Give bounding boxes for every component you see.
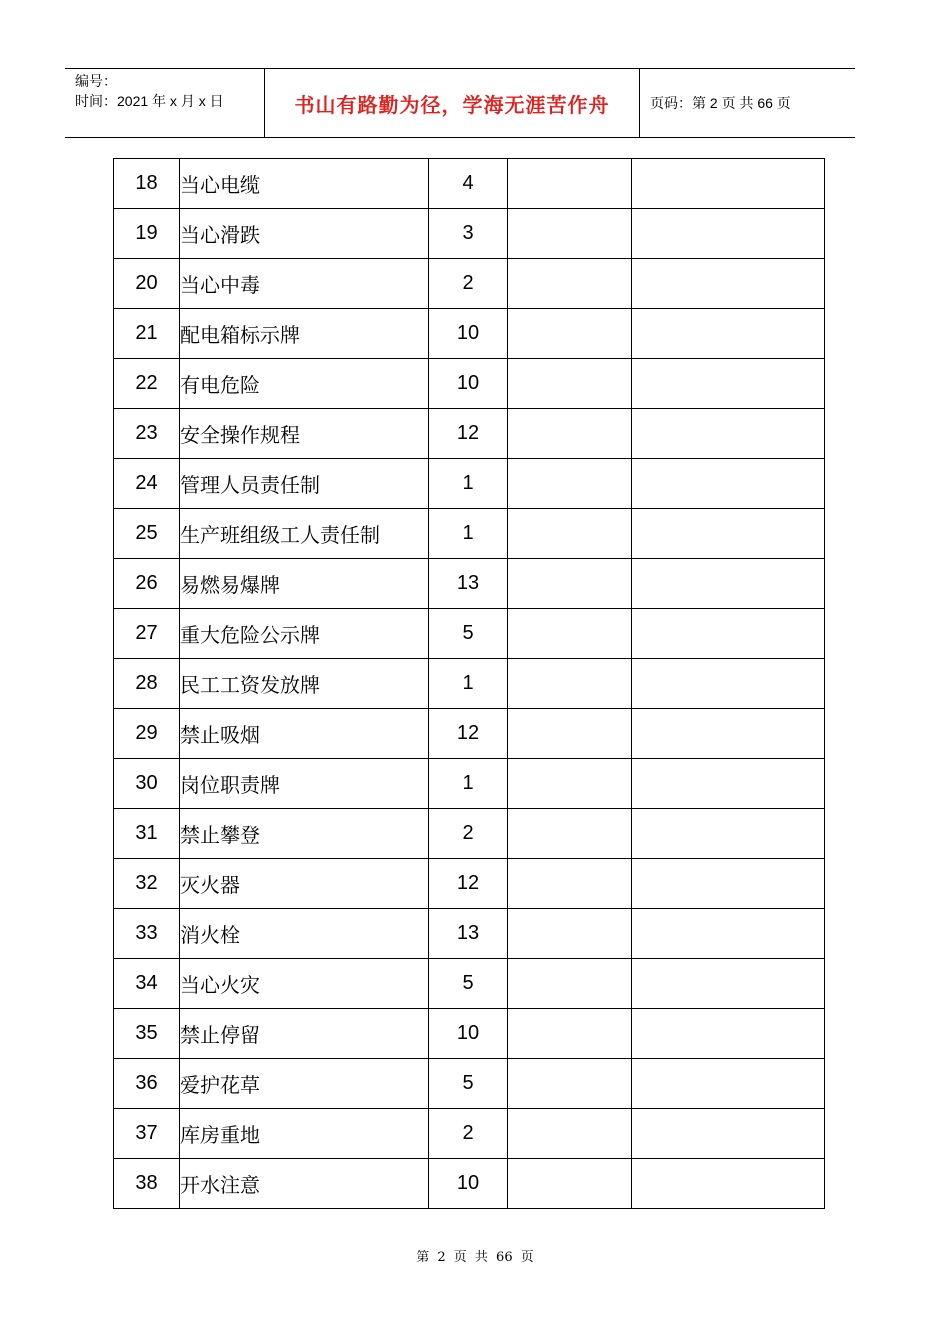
empty-cell	[508, 1059, 632, 1109]
row-number: 38	[114, 1159, 180, 1209]
empty-cell	[508, 309, 632, 359]
table-row	[114, 609, 825, 659]
empty-cell	[632, 1159, 825, 1209]
row-number: 23	[114, 409, 180, 459]
empty-cell	[508, 759, 632, 809]
empty-cell	[632, 309, 825, 359]
row-number: 27	[114, 609, 180, 659]
empty-cell	[632, 359, 825, 409]
empty-cell	[508, 809, 632, 859]
empty-cell	[632, 709, 825, 759]
item-name: 民工工资发放牌	[180, 659, 429, 709]
item-name: 生产班组级工人责任制	[180, 509, 429, 559]
item-name: 配电箱标示牌	[180, 309, 429, 359]
empty-cell	[508, 709, 632, 759]
row-number: 24	[114, 459, 180, 509]
table-row	[114, 1159, 825, 1209]
item-name: 灭火器	[180, 859, 429, 909]
empty-cell	[632, 509, 825, 559]
empty-cell	[508, 359, 632, 409]
empty-cell	[508, 259, 632, 309]
empty-cell	[508, 1109, 632, 1159]
item-quantity: 13	[429, 559, 508, 609]
item-quantity: 1	[429, 509, 508, 559]
empty-cell	[508, 559, 632, 609]
item-name: 有电危险	[180, 359, 429, 409]
item-name: 岗位职责牌	[180, 759, 429, 809]
header-meta	[65, 69, 265, 137]
row-number: 34	[114, 959, 180, 1009]
row-number: 30	[114, 759, 180, 809]
page-footer: 第 2 页 共 66 页	[416, 1250, 534, 1265]
number-label: 编号：	[75, 73, 117, 89]
empty-cell	[508, 1009, 632, 1059]
table-row	[114, 259, 825, 309]
item-name: 爱护花草	[180, 1059, 429, 1109]
item-name: 禁止吸烟	[180, 709, 429, 759]
signage-table	[113, 158, 825, 1209]
empty-cell	[508, 909, 632, 959]
item-quantity: 10	[429, 309, 508, 359]
row-number: 33	[114, 909, 180, 959]
item-name: 库房重地	[180, 1109, 429, 1159]
table-row	[114, 409, 825, 459]
table-row	[114, 659, 825, 709]
item-quantity: 1	[429, 459, 508, 509]
empty-cell	[632, 209, 825, 259]
item-name: 当心中毒	[180, 259, 429, 309]
item-name: 禁止停留	[180, 1009, 429, 1059]
table-row	[114, 909, 825, 959]
empty-cell	[508, 609, 632, 659]
empty-cell	[632, 259, 825, 309]
table-row	[114, 1009, 825, 1059]
empty-cell	[632, 859, 825, 909]
table-row	[114, 509, 825, 559]
row-number: 21	[114, 309, 180, 359]
table-row	[114, 959, 825, 1009]
table-row	[114, 709, 825, 759]
item-quantity: 13	[429, 909, 508, 959]
item-quantity: 5	[429, 1059, 508, 1109]
empty-cell	[508, 859, 632, 909]
table-row	[114, 1059, 825, 1109]
empty-cell	[632, 659, 825, 709]
row-number: 32	[114, 859, 180, 909]
header-page-info: 页码：第 2 页 共 66 页	[650, 95, 791, 111]
item-name: 易燃易爆牌	[180, 559, 429, 609]
row-number: 37	[114, 1109, 180, 1159]
table-row	[114, 859, 825, 909]
item-quantity: 2	[429, 809, 508, 859]
item-quantity: 10	[429, 359, 508, 409]
empty-cell	[632, 409, 825, 459]
item-quantity: 3	[429, 209, 508, 259]
table-row	[114, 459, 825, 509]
table-row	[114, 1109, 825, 1159]
time-label: 时间：2021 年 x 月 x 日	[75, 93, 224, 109]
item-name: 当心滑跌	[180, 209, 429, 259]
item-name: 重大危险公示牌	[180, 609, 429, 659]
item-quantity: 10	[429, 1009, 508, 1059]
row-number: 19	[114, 209, 180, 259]
empty-cell	[632, 1059, 825, 1109]
item-quantity: 12	[429, 709, 508, 759]
item-quantity: 2	[429, 259, 508, 309]
empty-cell	[632, 1109, 825, 1159]
table-row	[114, 359, 825, 409]
empty-cell	[632, 1009, 825, 1059]
row-number: 28	[114, 659, 180, 709]
row-number: 36	[114, 1059, 180, 1109]
item-name: 管理人员责任制	[180, 459, 429, 509]
empty-cell	[632, 459, 825, 509]
item-name: 当心火灾	[180, 959, 429, 1009]
row-number: 26	[114, 559, 180, 609]
empty-cell	[508, 209, 632, 259]
row-number: 35	[114, 1009, 180, 1059]
empty-cell	[508, 409, 632, 459]
item-quantity: 10	[429, 1159, 508, 1209]
page-header	[65, 68, 855, 138]
row-number: 20	[114, 259, 180, 309]
item-name: 开水注意	[180, 1159, 429, 1209]
empty-cell	[632, 559, 825, 609]
item-quantity: 1	[429, 759, 508, 809]
table-row	[114, 159, 825, 209]
table-row	[114, 759, 825, 809]
empty-cell	[632, 959, 825, 1009]
item-quantity: 12	[429, 859, 508, 909]
row-number: 31	[114, 809, 180, 859]
row-number: 25	[114, 509, 180, 559]
item-quantity: 5	[429, 959, 508, 1009]
empty-cell	[508, 659, 632, 709]
table-row	[114, 209, 825, 259]
table-row	[114, 809, 825, 859]
item-quantity: 5	[429, 609, 508, 659]
empty-cell	[632, 759, 825, 809]
empty-cell	[632, 609, 825, 659]
table-row	[114, 559, 825, 609]
row-number: 18	[114, 159, 180, 209]
empty-cell	[508, 959, 632, 1009]
item-quantity: 1	[429, 659, 508, 709]
item-name: 当心电缆	[180, 159, 429, 209]
empty-cell	[632, 909, 825, 959]
empty-cell	[508, 1159, 632, 1209]
row-number: 22	[114, 359, 180, 409]
item-quantity: 12	[429, 409, 508, 459]
item-name: 禁止攀登	[180, 809, 429, 859]
empty-cell	[508, 159, 632, 209]
empty-cell	[632, 159, 825, 209]
empty-cell	[632, 809, 825, 859]
item-quantity: 4	[429, 159, 508, 209]
row-number: 29	[114, 709, 180, 759]
empty-cell	[508, 509, 632, 559]
empty-cell	[508, 459, 632, 509]
table-row	[114, 309, 825, 359]
item-quantity: 2	[429, 1109, 508, 1159]
item-name: 消火栓	[180, 909, 429, 959]
header-motto: 书山有路勤为径，学海无涯苦作舟	[265, 69, 640, 137]
item-name: 安全操作规程	[180, 409, 429, 459]
